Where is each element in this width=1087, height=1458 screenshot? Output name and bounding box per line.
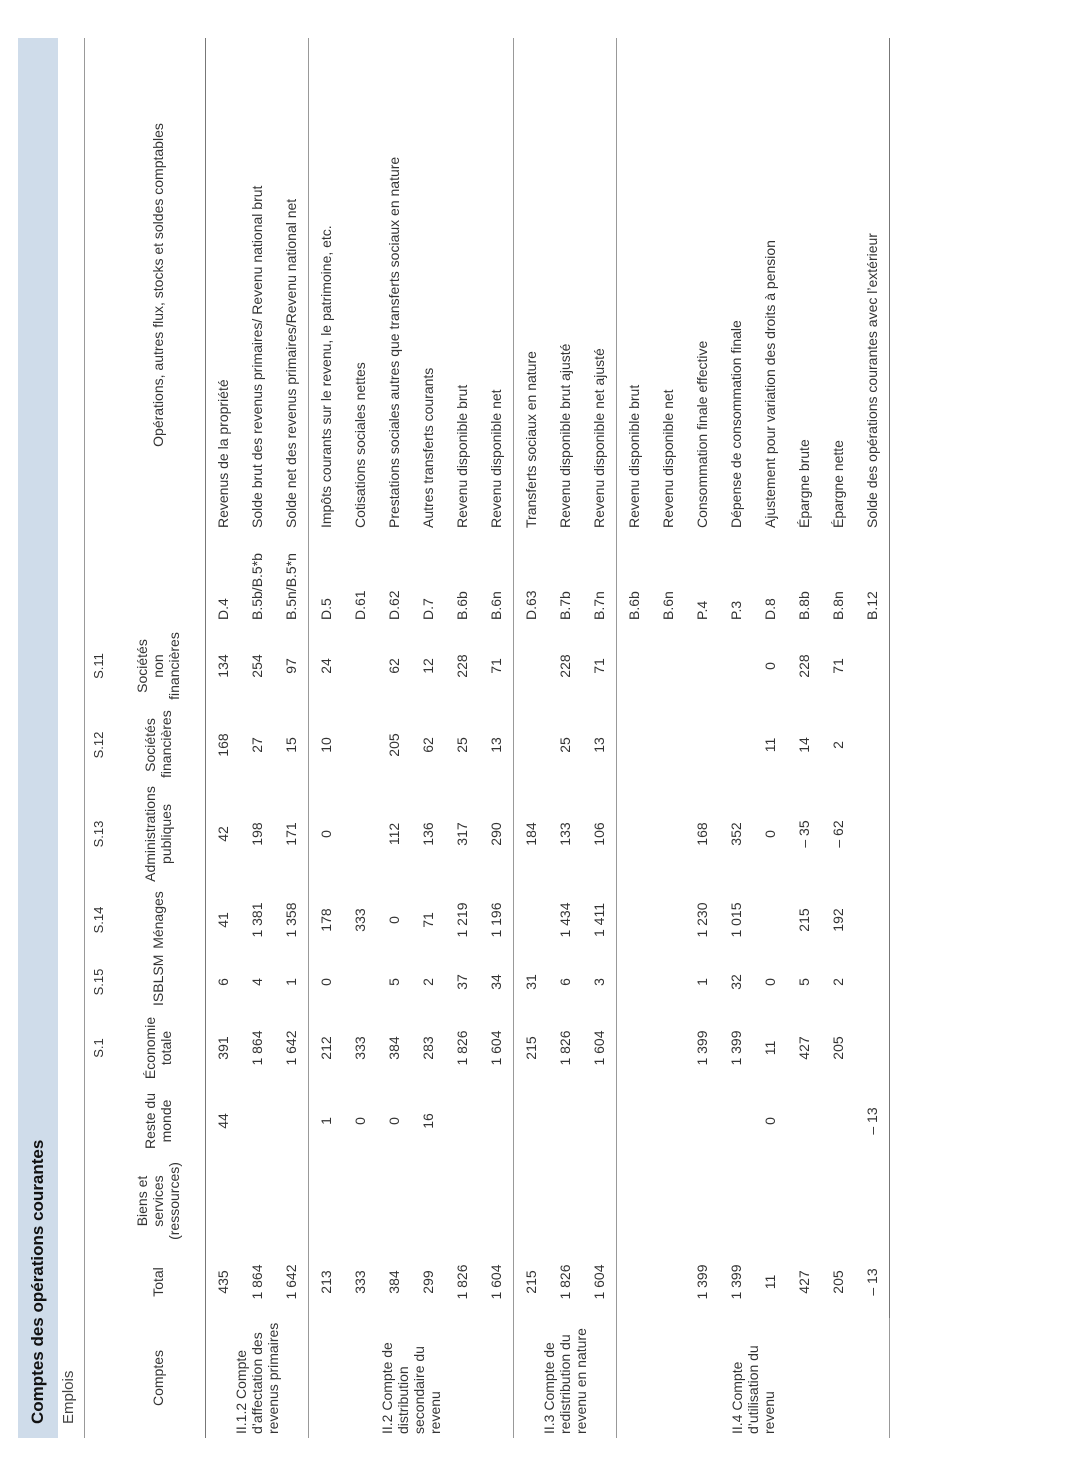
cell-rdm bbox=[582, 1086, 617, 1156]
table-row bbox=[617, 38, 652, 1438]
cell-apu bbox=[651, 782, 685, 886]
cell-sf bbox=[651, 708, 685, 782]
cell-total: 1 604 bbox=[479, 1246, 514, 1318]
cell-eco: 1 826 bbox=[454, 1030, 470, 1066]
table-row bbox=[685, 38, 719, 1438]
cell-total: 1 642 bbox=[274, 1246, 309, 1318]
cell-biens bbox=[787, 1156, 821, 1246]
cell-menages: 192 bbox=[830, 908, 846, 932]
operation-label: Revenu disponible brut bbox=[626, 384, 642, 528]
cell-eco: 1 864 bbox=[249, 1030, 265, 1066]
cell-rdm bbox=[240, 1086, 274, 1156]
operation-code: B.6b bbox=[626, 591, 642, 620]
cell-snf bbox=[514, 624, 549, 708]
cell-sf: 10 bbox=[318, 737, 334, 753]
cell-rdm bbox=[617, 1086, 652, 1156]
cell-rdm bbox=[514, 1086, 549, 1156]
cell-apu: 171 bbox=[274, 782, 309, 886]
account-name: II.4 Compte d’utilisation du revenu bbox=[617, 1318, 890, 1438]
cell-biens bbox=[445, 1156, 479, 1246]
cell-isblsm bbox=[343, 954, 377, 1010]
operation-label: Consommation finale effective bbox=[694, 340, 710, 528]
table-row bbox=[514, 38, 549, 1438]
cell-eco: 205 bbox=[830, 1036, 846, 1060]
cell-apu: 136 bbox=[420, 822, 436, 846]
cell-apu: – 35 bbox=[796, 820, 812, 848]
column-header: Sociétés financières bbox=[111, 708, 206, 782]
cell-sf bbox=[685, 708, 719, 782]
cell-apu: 198 bbox=[249, 822, 265, 846]
cell-biens bbox=[274, 1156, 309, 1246]
sector-code: S.15 bbox=[85, 954, 112, 1010]
cell-snf: 71 bbox=[830, 658, 846, 674]
account-name: II.3 Compte de redistribution du revenu en nature bbox=[514, 1318, 617, 1438]
cell-rdm bbox=[787, 1086, 821, 1156]
column-header: Ménages bbox=[111, 886, 206, 954]
cell-snf bbox=[855, 624, 890, 708]
table-row bbox=[548, 38, 582, 1438]
cell-biens bbox=[411, 1156, 445, 1246]
table-row bbox=[206, 38, 241, 1438]
cell-menages bbox=[753, 886, 787, 954]
operation-code: D.8 bbox=[762, 598, 778, 620]
cell-isblsm: 1 bbox=[694, 978, 710, 986]
column-header: Total bbox=[111, 1246, 206, 1318]
cell-isblsm bbox=[651, 954, 685, 1010]
cell-snf: 24 bbox=[318, 658, 334, 674]
cell-apu: 106 bbox=[582, 782, 617, 886]
cell-eco: 11 bbox=[762, 1040, 778, 1056]
cell-snf bbox=[343, 624, 377, 708]
column-header: ISBLSM bbox=[111, 954, 206, 1010]
cell-total: 333 bbox=[352, 1270, 368, 1294]
cell-menages bbox=[514, 886, 549, 954]
cell-biens bbox=[685, 1156, 719, 1246]
cell-snf: 228 bbox=[454, 654, 470, 678]
cell-total: 435 bbox=[215, 1270, 231, 1294]
cell-snf: 62 bbox=[386, 658, 402, 674]
operation-label: Cotisations sociales nettes bbox=[352, 362, 368, 528]
cell-total: 213 bbox=[318, 1270, 334, 1294]
operation-label: Solde brut des revenus primaires/ Revenu national brut bbox=[249, 185, 265, 528]
cell-total: 427 bbox=[796, 1270, 812, 1294]
table-row bbox=[343, 38, 377, 1438]
cell-eco: 384 bbox=[386, 1036, 402, 1060]
cell-rdm: 0 bbox=[386, 1117, 402, 1125]
cell-rdm bbox=[445, 1086, 479, 1156]
cell-rdm bbox=[821, 1086, 855, 1156]
cell-total: – 13 bbox=[855, 1246, 890, 1318]
cell-apu: 352 bbox=[728, 822, 744, 846]
cell-menages bbox=[651, 886, 685, 954]
sector-code: S.11 bbox=[85, 624, 112, 708]
cell-rdm: – 13 bbox=[855, 1086, 890, 1156]
column-header: Biens et services (ressources) bbox=[111, 1156, 206, 1246]
operation-label: Impôts courants sur le revenu, le patrimoine, etc. bbox=[318, 225, 334, 528]
operation-code: D.63 bbox=[523, 590, 539, 620]
cell-total: 205 bbox=[830, 1270, 846, 1294]
operation-label: Revenu disponible brut ajusté bbox=[557, 343, 573, 528]
cell-isblsm: 0 bbox=[318, 978, 334, 986]
cell-isblsm: 32 bbox=[728, 974, 744, 990]
cell-total: 1 604 bbox=[582, 1246, 617, 1318]
cell-snf: 12 bbox=[420, 658, 436, 674]
cell-menages: 1 411 bbox=[582, 886, 617, 954]
cell-rdm bbox=[651, 1086, 685, 1156]
cell-rdm: 44 bbox=[215, 1113, 231, 1129]
cell-total: 1 826 bbox=[454, 1264, 470, 1300]
operation-code: P.3 bbox=[728, 600, 744, 620]
cell-total: 384 bbox=[386, 1270, 402, 1294]
cell-menages: 333 bbox=[352, 908, 368, 932]
operation-code: B.8b bbox=[796, 591, 812, 620]
cell-rdm bbox=[274, 1086, 309, 1156]
operation-code: D.61 bbox=[352, 590, 368, 620]
cell-biens bbox=[617, 1156, 652, 1246]
cell-eco: 1 604 bbox=[479, 1010, 514, 1086]
cell-total: 11 bbox=[762, 1274, 778, 1290]
cell-biens bbox=[377, 1156, 411, 1246]
cell-eco: 1 642 bbox=[274, 1010, 309, 1086]
cell-sf: 25 bbox=[557, 737, 573, 753]
cell-snf: 71 bbox=[479, 624, 514, 708]
operation-code: B.8n bbox=[830, 591, 846, 620]
cell-apu: 168 bbox=[694, 822, 710, 846]
column-header bbox=[111, 532, 206, 624]
cell-isblsm bbox=[617, 954, 652, 1010]
cell-sf bbox=[855, 708, 890, 782]
table-subtitle: Emplois bbox=[60, 1370, 77, 1424]
cell-sf: 62 bbox=[420, 737, 436, 753]
operation-code: B.6n bbox=[660, 591, 676, 620]
cell-rdm: 0 bbox=[352, 1117, 368, 1125]
table-row bbox=[651, 38, 685, 1438]
cell-biens bbox=[309, 1156, 344, 1246]
cell-apu: 290 bbox=[479, 782, 514, 886]
cell-total: 299 bbox=[420, 1270, 436, 1294]
operation-code: B.6n bbox=[479, 532, 514, 624]
operation-code: B.5n/B.5*n bbox=[274, 532, 309, 624]
cell-sf: 14 bbox=[796, 737, 812, 753]
cell-eco: 333 bbox=[352, 1036, 368, 1060]
cell-isblsm: 6 bbox=[215, 978, 231, 986]
cell-biens bbox=[206, 1156, 241, 1246]
cell-rdm bbox=[685, 1086, 719, 1156]
operation-code: D.4 bbox=[215, 598, 231, 620]
cell-isblsm: 5 bbox=[796, 978, 812, 986]
cell-snf bbox=[651, 624, 685, 708]
cell-sf bbox=[617, 708, 652, 782]
cell-snf: 228 bbox=[557, 654, 573, 678]
operation-code: D.7 bbox=[420, 598, 436, 620]
cell-sf bbox=[514, 708, 549, 782]
cell-menages bbox=[617, 886, 652, 954]
accounts-table bbox=[84, 38, 890, 1438]
operation-label: Revenus de la propriété bbox=[215, 379, 231, 528]
cell-sf: 15 bbox=[274, 708, 309, 782]
cell-menages: 0 bbox=[386, 916, 402, 924]
cell-eco: 1 604 bbox=[582, 1010, 617, 1086]
cell-menages: 1 015 bbox=[728, 902, 744, 938]
account-name: II.2 Compte de distribution secondaire du revenu bbox=[309, 1318, 514, 1438]
cell-isblsm: 4 bbox=[249, 978, 265, 986]
operation-code: B.7n bbox=[582, 532, 617, 624]
cell-rdm: 16 bbox=[420, 1113, 436, 1129]
table-row bbox=[582, 38, 617, 1438]
cell-eco: 215 bbox=[523, 1036, 539, 1060]
cell-biens bbox=[343, 1156, 377, 1246]
cell-menages: 178 bbox=[318, 908, 334, 932]
operation-label: Solde net des revenus primaires/Revenu national net bbox=[274, 38, 309, 532]
cell-apu: 112 bbox=[386, 822, 402, 846]
sector-code: S.1 bbox=[85, 1010, 112, 1086]
cell-menages: 1 230 bbox=[694, 902, 710, 938]
cell-menages: 71 bbox=[420, 912, 436, 928]
cell-menages: 1 219 bbox=[454, 902, 470, 938]
cell-total bbox=[651, 1246, 685, 1318]
cell-apu bbox=[855, 782, 890, 886]
column-header-row bbox=[111, 38, 206, 1438]
cell-eco bbox=[855, 1010, 890, 1086]
cell-eco bbox=[651, 1010, 685, 1086]
table-row bbox=[445, 38, 479, 1438]
cell-total: 1 864 bbox=[249, 1264, 265, 1300]
cell-sf: 2 bbox=[830, 741, 846, 749]
cell-sf bbox=[719, 708, 753, 782]
operation-label: Revenu disponible net ajusté bbox=[582, 38, 617, 532]
cell-sf: 13 bbox=[582, 708, 617, 782]
cell-snf: 134 bbox=[215, 654, 231, 678]
cell-eco: 283 bbox=[420, 1036, 436, 1060]
cell-eco: 391 bbox=[215, 1036, 231, 1060]
column-header: Économie totale bbox=[111, 1010, 206, 1086]
cell-rdm bbox=[719, 1086, 753, 1156]
cell-sf: 13 bbox=[479, 708, 514, 782]
cell-snf: 228 bbox=[796, 654, 812, 678]
sector-code: S.14 bbox=[85, 886, 112, 954]
cell-isblsm: 5 bbox=[386, 978, 402, 986]
cell-biens bbox=[582, 1156, 617, 1246]
cell-biens bbox=[479, 1156, 514, 1246]
table-row bbox=[377, 38, 411, 1438]
operation-label: Revenu disponible net bbox=[660, 389, 676, 528]
cell-menages: 1 434 bbox=[557, 902, 573, 938]
table-row bbox=[821, 38, 855, 1438]
cell-total: 215 bbox=[523, 1270, 539, 1294]
cell-sf bbox=[343, 708, 377, 782]
table-row bbox=[855, 38, 890, 1438]
cell-rdm bbox=[479, 1086, 514, 1156]
cell-eco: 427 bbox=[796, 1036, 812, 1060]
operation-code: D.62 bbox=[386, 590, 402, 620]
cell-biens bbox=[548, 1156, 582, 1246]
cell-eco bbox=[617, 1010, 652, 1086]
operation-label: Prestations sociales autres que transferts sociaux en nature bbox=[386, 156, 402, 528]
cell-apu bbox=[617, 782, 652, 886]
table-row bbox=[719, 38, 753, 1438]
operation-code: B.6b bbox=[454, 591, 470, 620]
cell-isblsm: 0 bbox=[762, 978, 778, 986]
sector-code: S.12 bbox=[85, 708, 112, 782]
table-row bbox=[479, 38, 514, 1438]
cell-isblsm: 34 bbox=[479, 954, 514, 1010]
sector-code: S.13 bbox=[85, 782, 112, 886]
cell-apu: 0 bbox=[762, 830, 778, 838]
cell-menages: 1 196 bbox=[479, 886, 514, 954]
cell-menages: 215 bbox=[796, 908, 812, 932]
cell-biens bbox=[719, 1156, 753, 1246]
cell-isblsm: 3 bbox=[582, 954, 617, 1010]
cell-eco: 212 bbox=[318, 1036, 334, 1060]
cell-rdm: 1 bbox=[318, 1117, 334, 1125]
cell-menages: 1 358 bbox=[274, 886, 309, 954]
cell-eco: 1 399 bbox=[694, 1030, 710, 1066]
cell-total bbox=[617, 1246, 652, 1318]
cell-apu: 317 bbox=[454, 822, 470, 846]
table-row bbox=[240, 38, 274, 1438]
operation-code: B.5b/B.5*b bbox=[249, 553, 265, 620]
cell-isblsm: 37 bbox=[454, 974, 470, 990]
operation-label: Transferts sociaux en nature bbox=[523, 351, 539, 528]
column-header: Reste du monde bbox=[111, 1086, 206, 1156]
table-body bbox=[206, 38, 890, 1438]
cell-sf: 205 bbox=[386, 733, 402, 757]
cell-rdm bbox=[548, 1086, 582, 1156]
column-header: Administrations publiques bbox=[111, 782, 206, 886]
cell-eco: 1 399 bbox=[728, 1030, 744, 1066]
table-row bbox=[787, 38, 821, 1438]
cell-menages: 41 bbox=[215, 912, 231, 928]
cell-snf bbox=[617, 624, 652, 708]
table-row bbox=[309, 38, 344, 1438]
cell-snf bbox=[719, 624, 753, 708]
cell-isblsm: 31 bbox=[523, 974, 539, 990]
column-header: Comptes bbox=[111, 1318, 206, 1438]
cell-biens bbox=[753, 1156, 787, 1246]
cell-apu: 133 bbox=[557, 822, 573, 846]
table-row bbox=[411, 38, 445, 1438]
cell-total: 1 399 bbox=[728, 1264, 744, 1300]
cell-menages: 1 381 bbox=[249, 902, 265, 938]
cell-biens bbox=[514, 1156, 549, 1246]
operation-label: Ajustement pour variation des droits à pension bbox=[762, 240, 778, 528]
cell-eco: 1 826 bbox=[557, 1030, 573, 1066]
operation-label: Épargne brute bbox=[796, 439, 812, 528]
cell-isblsm: 2 bbox=[830, 978, 846, 986]
cell-snf: 71 bbox=[582, 624, 617, 708]
cell-apu: 42 bbox=[215, 826, 231, 842]
cell-biens bbox=[651, 1156, 685, 1246]
cell-biens bbox=[240, 1156, 274, 1246]
cell-snf: 0 bbox=[762, 662, 778, 670]
cell-sf: 27 bbox=[249, 737, 265, 753]
cell-snf bbox=[685, 624, 719, 708]
operation-code: B.12 bbox=[855, 532, 890, 624]
cell-sf: 168 bbox=[215, 733, 231, 757]
cell-menages bbox=[855, 886, 890, 954]
cell-isblsm: 1 bbox=[274, 954, 309, 1010]
cell-isblsm: 6 bbox=[557, 978, 573, 986]
column-header: Sociétés non financières bbox=[111, 624, 206, 708]
operation-label: Revenu disponible net bbox=[479, 38, 514, 532]
table-row bbox=[753, 38, 787, 1438]
operation-label: Dépense de consommation finale bbox=[728, 320, 744, 528]
cell-isblsm: 2 bbox=[420, 978, 436, 986]
sector-code-row bbox=[85, 38, 112, 1438]
cell-total: 1 399 bbox=[694, 1264, 710, 1300]
table-title: Comptes des opérations courantes bbox=[18, 38, 58, 1438]
cell-snf: 97 bbox=[274, 624, 309, 708]
account-name: II.1.2 Compte d’affectation des revenus primaires bbox=[206, 1318, 309, 1438]
operation-label: Solde des opérations courantes avec l’extérieur bbox=[855, 38, 890, 532]
cell-biens bbox=[855, 1156, 890, 1246]
operation-code: B.7b bbox=[557, 591, 573, 620]
operation-label: Revenu disponible brut bbox=[454, 384, 470, 528]
operation-code: D.5 bbox=[318, 598, 334, 620]
operation-label: Épargne nette bbox=[830, 440, 846, 528]
cell-biens bbox=[821, 1156, 855, 1246]
cell-total: 1 826 bbox=[557, 1264, 573, 1300]
table-row bbox=[274, 38, 309, 1438]
cell-rdm: 0 bbox=[762, 1117, 778, 1125]
cell-apu: – 62 bbox=[830, 820, 846, 848]
cell-snf: 254 bbox=[249, 654, 265, 678]
cell-apu: 184 bbox=[523, 822, 539, 846]
cell-sf: 25 bbox=[454, 737, 470, 753]
operation-label: Autres transferts courants bbox=[420, 367, 436, 528]
cell-sf: 11 bbox=[762, 737, 778, 753]
column-header: Opérations, autres flux, stocks et soldes comptables bbox=[111, 38, 206, 532]
operation-code: P.4 bbox=[694, 600, 710, 620]
cell-apu bbox=[343, 782, 377, 886]
cell-apu: 0 bbox=[318, 830, 334, 838]
cell-isblsm bbox=[855, 954, 890, 1010]
